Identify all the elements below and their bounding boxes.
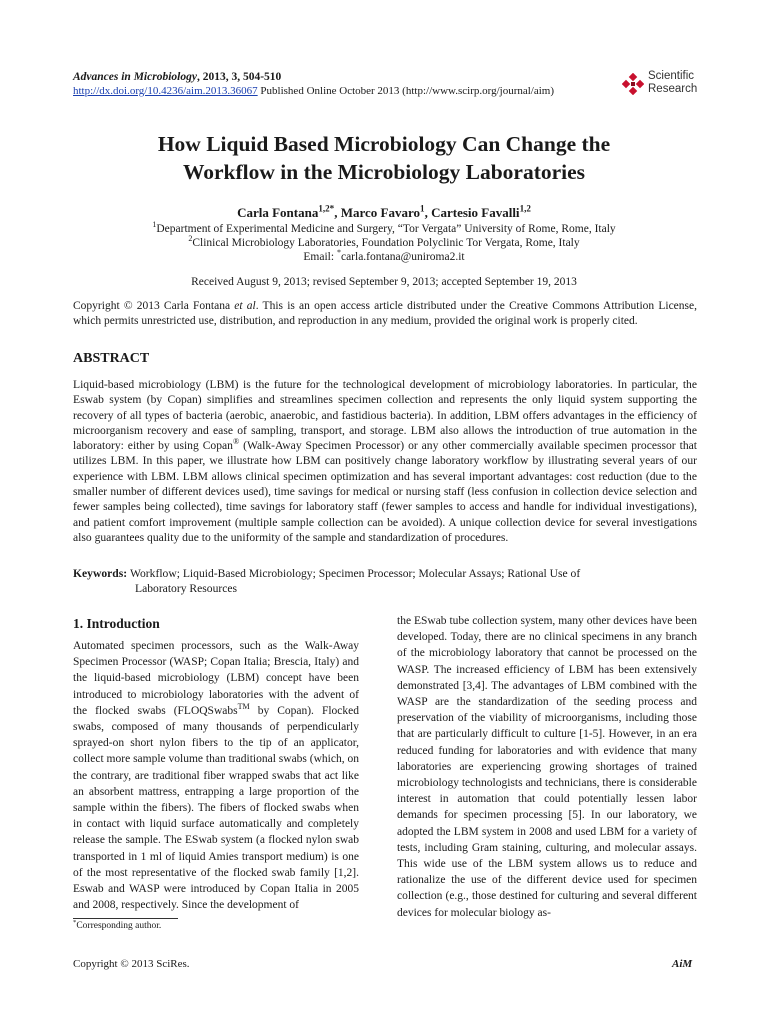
author-3-sup: 1,2 — [519, 203, 531, 214]
copyright-etal: et al — [234, 300, 256, 312]
footnote-text: Corresponding author. — [76, 921, 162, 931]
footnote-star: * — [73, 918, 77, 926]
journal-name: Advances in Microbiology — [73, 71, 197, 83]
keywords — [73, 566, 697, 597]
doi-line — [73, 85, 554, 97]
affiliation-1-text: Department of Experimental Medicine and Surgery, “Tor Vergata” University of Rome, Rome, Italy — [156, 223, 616, 235]
received-dates: Received August 9, 2013; revised September 9, 2013; accepted September 19, 2013 — [191, 276, 577, 288]
intro-right-column: the ESwab tube collection system, many other devices have been developed. Today, there are no clinical specimens in any branch of the microbiology laboratory that cannot be processed on the WASP. The increased efficiency of LBM has been extensively demonstrated [3,4]. The advantages of LBM combined with the WASP are the standardization of the seeding process and preservation of the viability of microorganisms, including those that are particularly difficult to culture [1-5]. However, in an era reduced funding for laboratories and with evidence that many laboratories are experiencing growing shortages of trained microbiology technologists and technicians, there is considerable interest in automation that could potentially lessen labor demands for specimen processing [5]. In our laboratory, we adopted the LBM system in 2008 and used LBM for a variety of tests, including Gram staining, culturing, and molecular assays. This wide use of the LBM system allows us to reduce and rationalize the use of the different device used for specimen collection (e.g., those destined for culturing and several different devices for molecular biology as- — [397, 615, 697, 919]
email-label: Email: — [303, 251, 337, 263]
trademark-mark: TM — [237, 701, 250, 711]
abstract-part-2: (Walk-Away Specimen Processor) or any other commercially available specimen processor that utilizes LBM. In this paper, we illustrate how LBM can positively change laboratory workflow by illustrating several years of our experience with LBM. LBM allows clinical specimen optimization and has several important advantages: cost reduction (due to the smaller number of different devices used), time savings for medical or nursing staff (less confusion in collection device selection and fewer samples being collected), time savings for laboratory staff (fewer samples to access and handle for individual investigations), and patient comfort improvement (multiple sample collection can be avoided). A unique collection device for several investigations also guarantees quality due to the uniformity of the sample and standardization of procedures. — [73, 439, 697, 544]
footer-journal-abbrev: AiM — [672, 958, 693, 970]
abstract-part-1: Liquid-based microbiology (LBM) is the future for the technological development of microbiology laboratories. In particular, the Eswab system (by Copan) simplifies and streamlines specimen collection and represents the only liquid system supporting the recovery of all types of bacteria (aerobic, anaerobic, and fastidious bacteria). In addition, LBM offers advantages in the efficiency of microorganism recovery and ease of sampling, transport, and storage. LBM also allows the introduction of true automation in the laboratory: either by using Copan — [73, 378, 697, 453]
author-list — [70, 205, 698, 221]
email-sup: * — [336, 248, 341, 258]
copyright-pre: Copyright © 2013 Carla Fontana — [73, 300, 235, 312]
keywords-label: Keywords: — [73, 567, 130, 580]
doi-link[interactable]: http://dx.doi.org/10.4236/aim.2013.36067 — [73, 85, 258, 97]
title-line-1: How Liquid Based Microbiology Can Change the — [157, 132, 611, 156]
logo-mark-icon — [622, 73, 644, 95]
intro-left-part-2: by Copan). Flocked swabs, composed of many thousands of perpendicularly sprayed-on short nylon fibers to the tip of an applicator, collect more sample volume than traditional swabs (which, on the contrary, are traditional fiber wrapped swabs that act like an absorbent mattress, entrapping a large proportion of the sample within the fibers). The fibers of flocked swabs when in contact with liquid surface automatically and completely release the sample. The ESwab system (a flocked nylon swab transported in 1 ml of liquid Amies transport medium) is one of the most representative of the flocked swab family [1,2]. Eswab and WASP were introduced by Copan Italia in 2005 and 2008, respectively. Since the development of — [73, 704, 359, 912]
intro-left-column — [73, 638, 359, 913]
author-1: Carla Fontana — [237, 205, 319, 220]
keywords-line-2: Laboratory Resources — [135, 582, 238, 596]
author-1-sup: 1,2* — [318, 203, 335, 214]
intro-left-part-1: Automated specimen processors, such as the Walk-Away Specimen Processor (WASP; Copan Italia; Brescia, Italy) and the liquid-based microbiology (LBM) concept have been introduced to microbiology laboratories with the advent of the flocked swabs (FLOQSwabs — [73, 640, 359, 717]
affiliation-1 — [70, 222, 698, 236]
published-info: Published Online October 2013 (http://www.scirp.org/journal/aim) — [257, 85, 555, 97]
keywords-line-1: Workflow; Liquid-Based Microbiology; Specimen Processor; Molecular Assays; Rational Use of — [130, 567, 581, 580]
copyright-notice — [73, 299, 697, 329]
abstract-heading: ABSTRACT — [73, 351, 150, 366]
copyright-post: . This is an open access article distributed under the Creative Commons Attribution License, which permits unrestricted use, distribution, and reproduction in any medium, provided the original work is properly cited. — [73, 300, 697, 327]
paper-title — [70, 130, 698, 186]
affiliation-1-num: 1 — [152, 220, 157, 230]
affiliation-2 — [70, 236, 698, 250]
logo-line-2: Research — [648, 83, 698, 95]
footnote — [73, 918, 162, 931]
author-3: , Cartesio Favalli — [424, 205, 520, 220]
footnote-rule — [73, 918, 178, 919]
author-2: , Marco Favaro — [334, 205, 421, 220]
journal-citation — [73, 71, 281, 83]
logo-text — [648, 70, 697, 96]
email-address[interactable]: carla.fontana@uniroma2.it — [340, 251, 465, 263]
abstract-reg-mark: ® — [232, 437, 240, 447]
scientific-research-logo — [622, 70, 702, 100]
affiliation-2-text: Clinical Microbiology Laboratories, Foundation Polyclinic Tor Vergata, Rome, Italy — [192, 237, 580, 249]
logo-line-1: Scientific — [648, 70, 695, 82]
title-line-2: Workflow in the Microbiology Laboratories — [182, 160, 586, 184]
footer-copyright: Copyright © 2013 SciRes. — [73, 958, 190, 970]
section-heading-introduction: 1. Introduction — [73, 616, 160, 631]
author-2-sup: 1 — [420, 203, 425, 214]
abstract-body — [73, 377, 697, 545]
journal-info: , 2013, 3, 504-510 — [196, 71, 282, 83]
email-line — [70, 250, 698, 264]
affiliation-2-num: 2 — [188, 234, 193, 244]
